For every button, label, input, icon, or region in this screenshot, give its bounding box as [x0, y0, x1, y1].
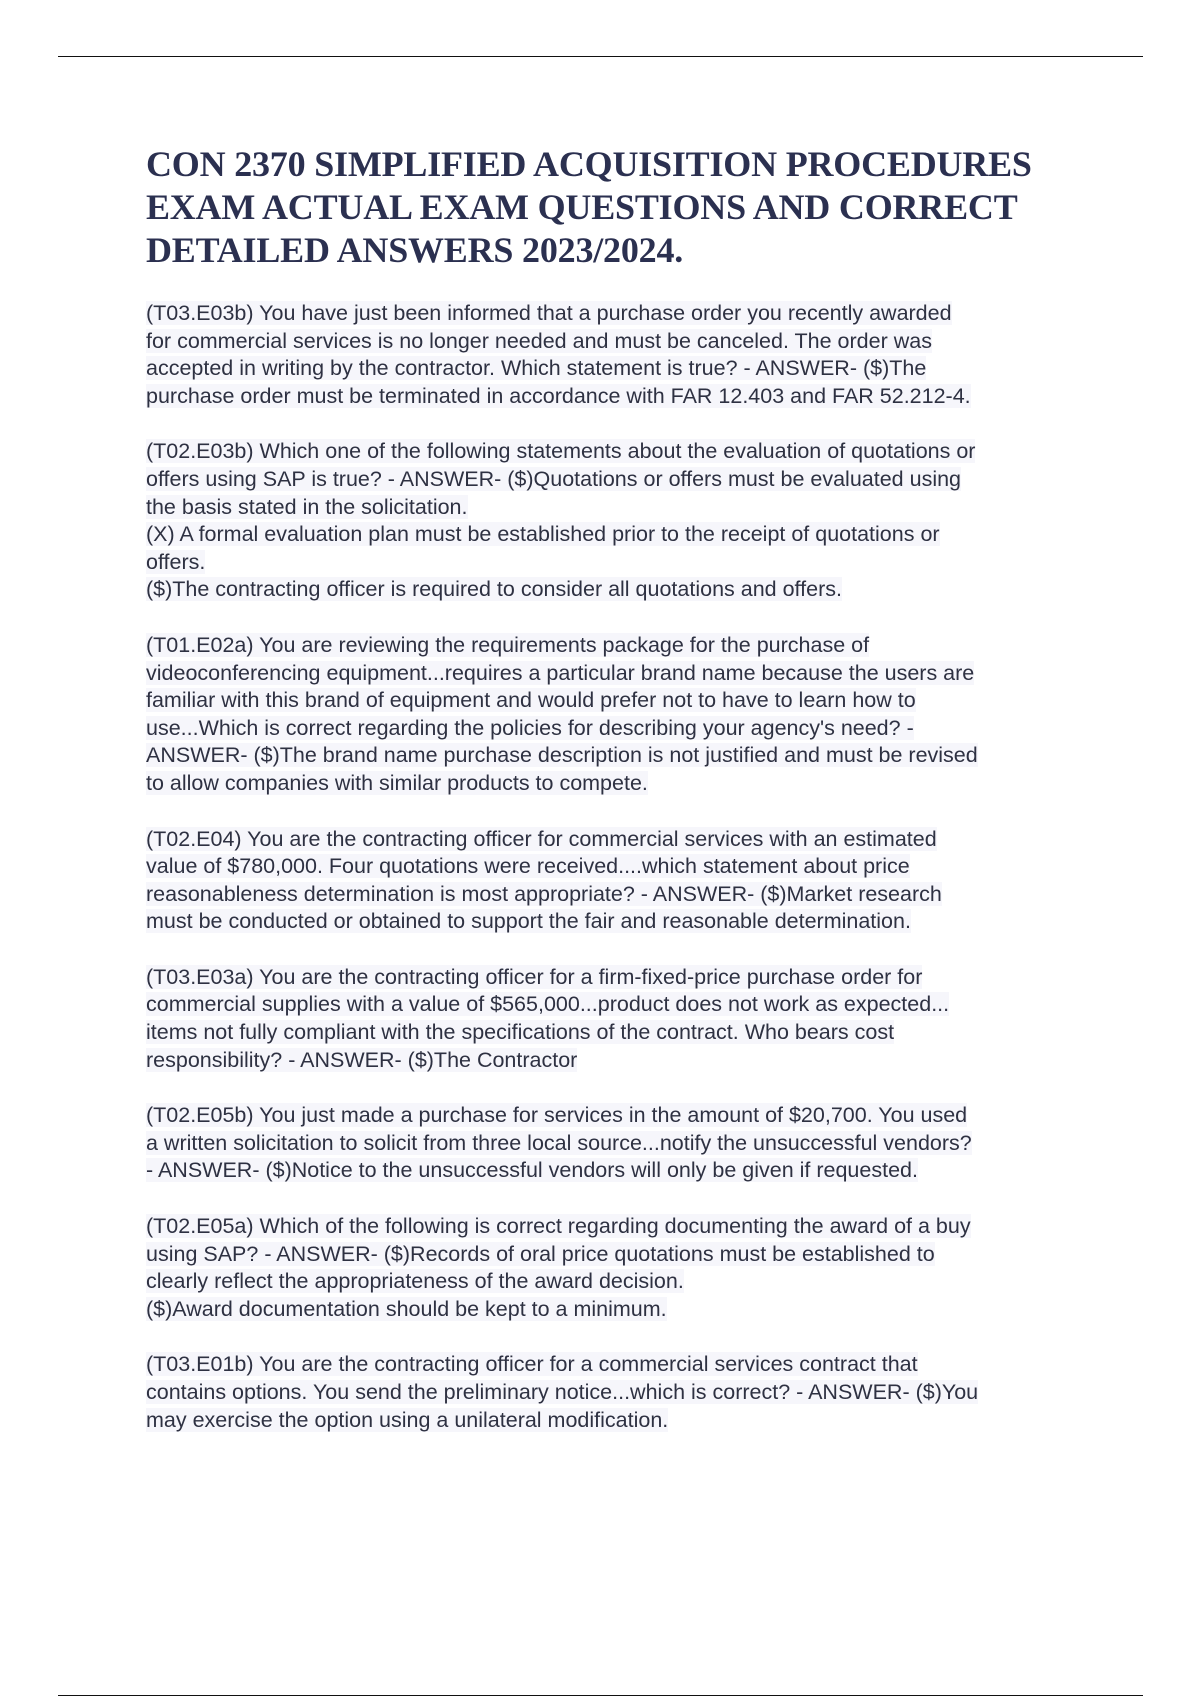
question-answer-list	[146, 300, 1096, 1434]
title-line: EXAM ACTUAL EXAM QUESTIONS AND CORRECT	[146, 187, 1018, 227]
text-line: clearly reflect the appropriateness of the award decision.	[146, 1269, 684, 1294]
text-line: (T03.E03a) You are the contracting officer for a firm-fixed-price purchase order for	[146, 964, 923, 989]
text-line: - ANSWER- ($)Notice to the unsuccessful vendors will only be given if requested.	[146, 1158, 918, 1183]
text-line: (T03.E03b) You have just been informed that a purchase order you recently awarded	[146, 301, 952, 325]
text-line: ($)The contracting officer is required to consider all quotations and offers.	[146, 577, 842, 602]
top-rule	[58, 56, 1143, 57]
text-line: must be conducted or obtained to support the fair and reasonable determination.	[146, 909, 911, 934]
text-line: using SAP? - ANSWER- ($)Records of oral price quotations must be established to	[146, 1241, 935, 1266]
text-line: responsibility? - ANSWER- ($)The Contractor	[146, 1047, 578, 1072]
document-body	[146, 143, 1096, 1462]
title-line: DETAILED ANSWERS 2023/2024.	[146, 230, 684, 270]
qa-item	[146, 1102, 1096, 1185]
title-line: CON 2370 SIMPLIFIED ACQUISITION PROCEDURES	[146, 144, 1032, 184]
text-line: contains options. You send the preliminary notice...which is correct? - ANSWER- ($)You	[146, 1380, 979, 1404]
text-line: accepted in writing by the contractor. Which statement is true? - ANSWER- ($)The	[146, 356, 927, 381]
qa-item	[146, 964, 1096, 1074]
qa-item	[146, 300, 1096, 410]
text-line: to allow companies with similar products to compete.	[146, 770, 648, 795]
text-line: videoconferencing equipment...requires a particular brand name because the users are	[146, 660, 975, 685]
qa-item	[146, 1213, 1096, 1323]
qa-item	[146, 438, 1096, 604]
bottom-rule	[58, 1695, 1143, 1696]
document-title	[146, 143, 1096, 272]
text-line: ($)Award documentation should be kept to a minimum.	[146, 1296, 667, 1321]
text-line: ANSWER- ($)The brand name purchase description is not justified and must be revised	[146, 743, 978, 768]
text-line: may exercise the option using a unilateral modification.	[146, 1407, 669, 1432]
text-line: familiar with this brand of equipment and would prefer not to have to learn how to	[146, 688, 916, 713]
text-line: the basis stated in the solicitation.	[146, 494, 468, 519]
text-line: purchase order must be terminated in accordance with FAR 12.403 and FAR 52.212-4.	[146, 383, 971, 408]
text-line: value of $780,000. Four quotations were received....which statement about price	[146, 854, 910, 879]
text-line: items not fully compliant with the specifications of the contract. Who bears cost	[146, 1020, 895, 1045]
text-line: for commercial services is no longer needed and must be canceled. The order was	[146, 328, 932, 353]
text-line: reasonableness determination is most appropriate? - ANSWER- ($)Market research	[146, 881, 942, 906]
text-line: a written solicitation to solicit from three local source...notify the unsuccessful vendors?	[146, 1130, 972, 1155]
text-line: (T02.E04) You are the contracting officer for commercial services with an estimated	[146, 826, 937, 851]
qa-item	[146, 826, 1096, 936]
qa-item	[146, 632, 1096, 798]
text-line: offers.	[146, 549, 206, 574]
text-line: (T03.E01b) You are the contracting officer for a commercial services contract that	[146, 1352, 918, 1377]
text-line: (T02.E03b) Which one of the following statements about the evaluation of quotations or	[146, 439, 976, 464]
text-line: commercial supplies with a value of $565,000...product does not work as expected...	[146, 992, 950, 1017]
text-line: (T02.E05a) Which of the following is correct regarding documenting the award of a buy	[146, 1214, 971, 1239]
text-line: use...Which is correct regarding the policies for describing your agency's need? -	[146, 715, 914, 740]
text-line: (T02.E05b) You just made a purchase for services in the amount of $20,700. You used	[146, 1103, 968, 1128]
text-line: (T01.E02a) You are reviewing the requirements package for the purchase of	[146, 632, 870, 657]
text-line: offers using SAP is true? - ANSWER- ($)Quotations or offers must be evaluated using	[146, 466, 962, 491]
text-line: (X) A formal evaluation plan must be established prior to the receipt of quotations or	[146, 522, 940, 547]
qa-item	[146, 1351, 1096, 1434]
